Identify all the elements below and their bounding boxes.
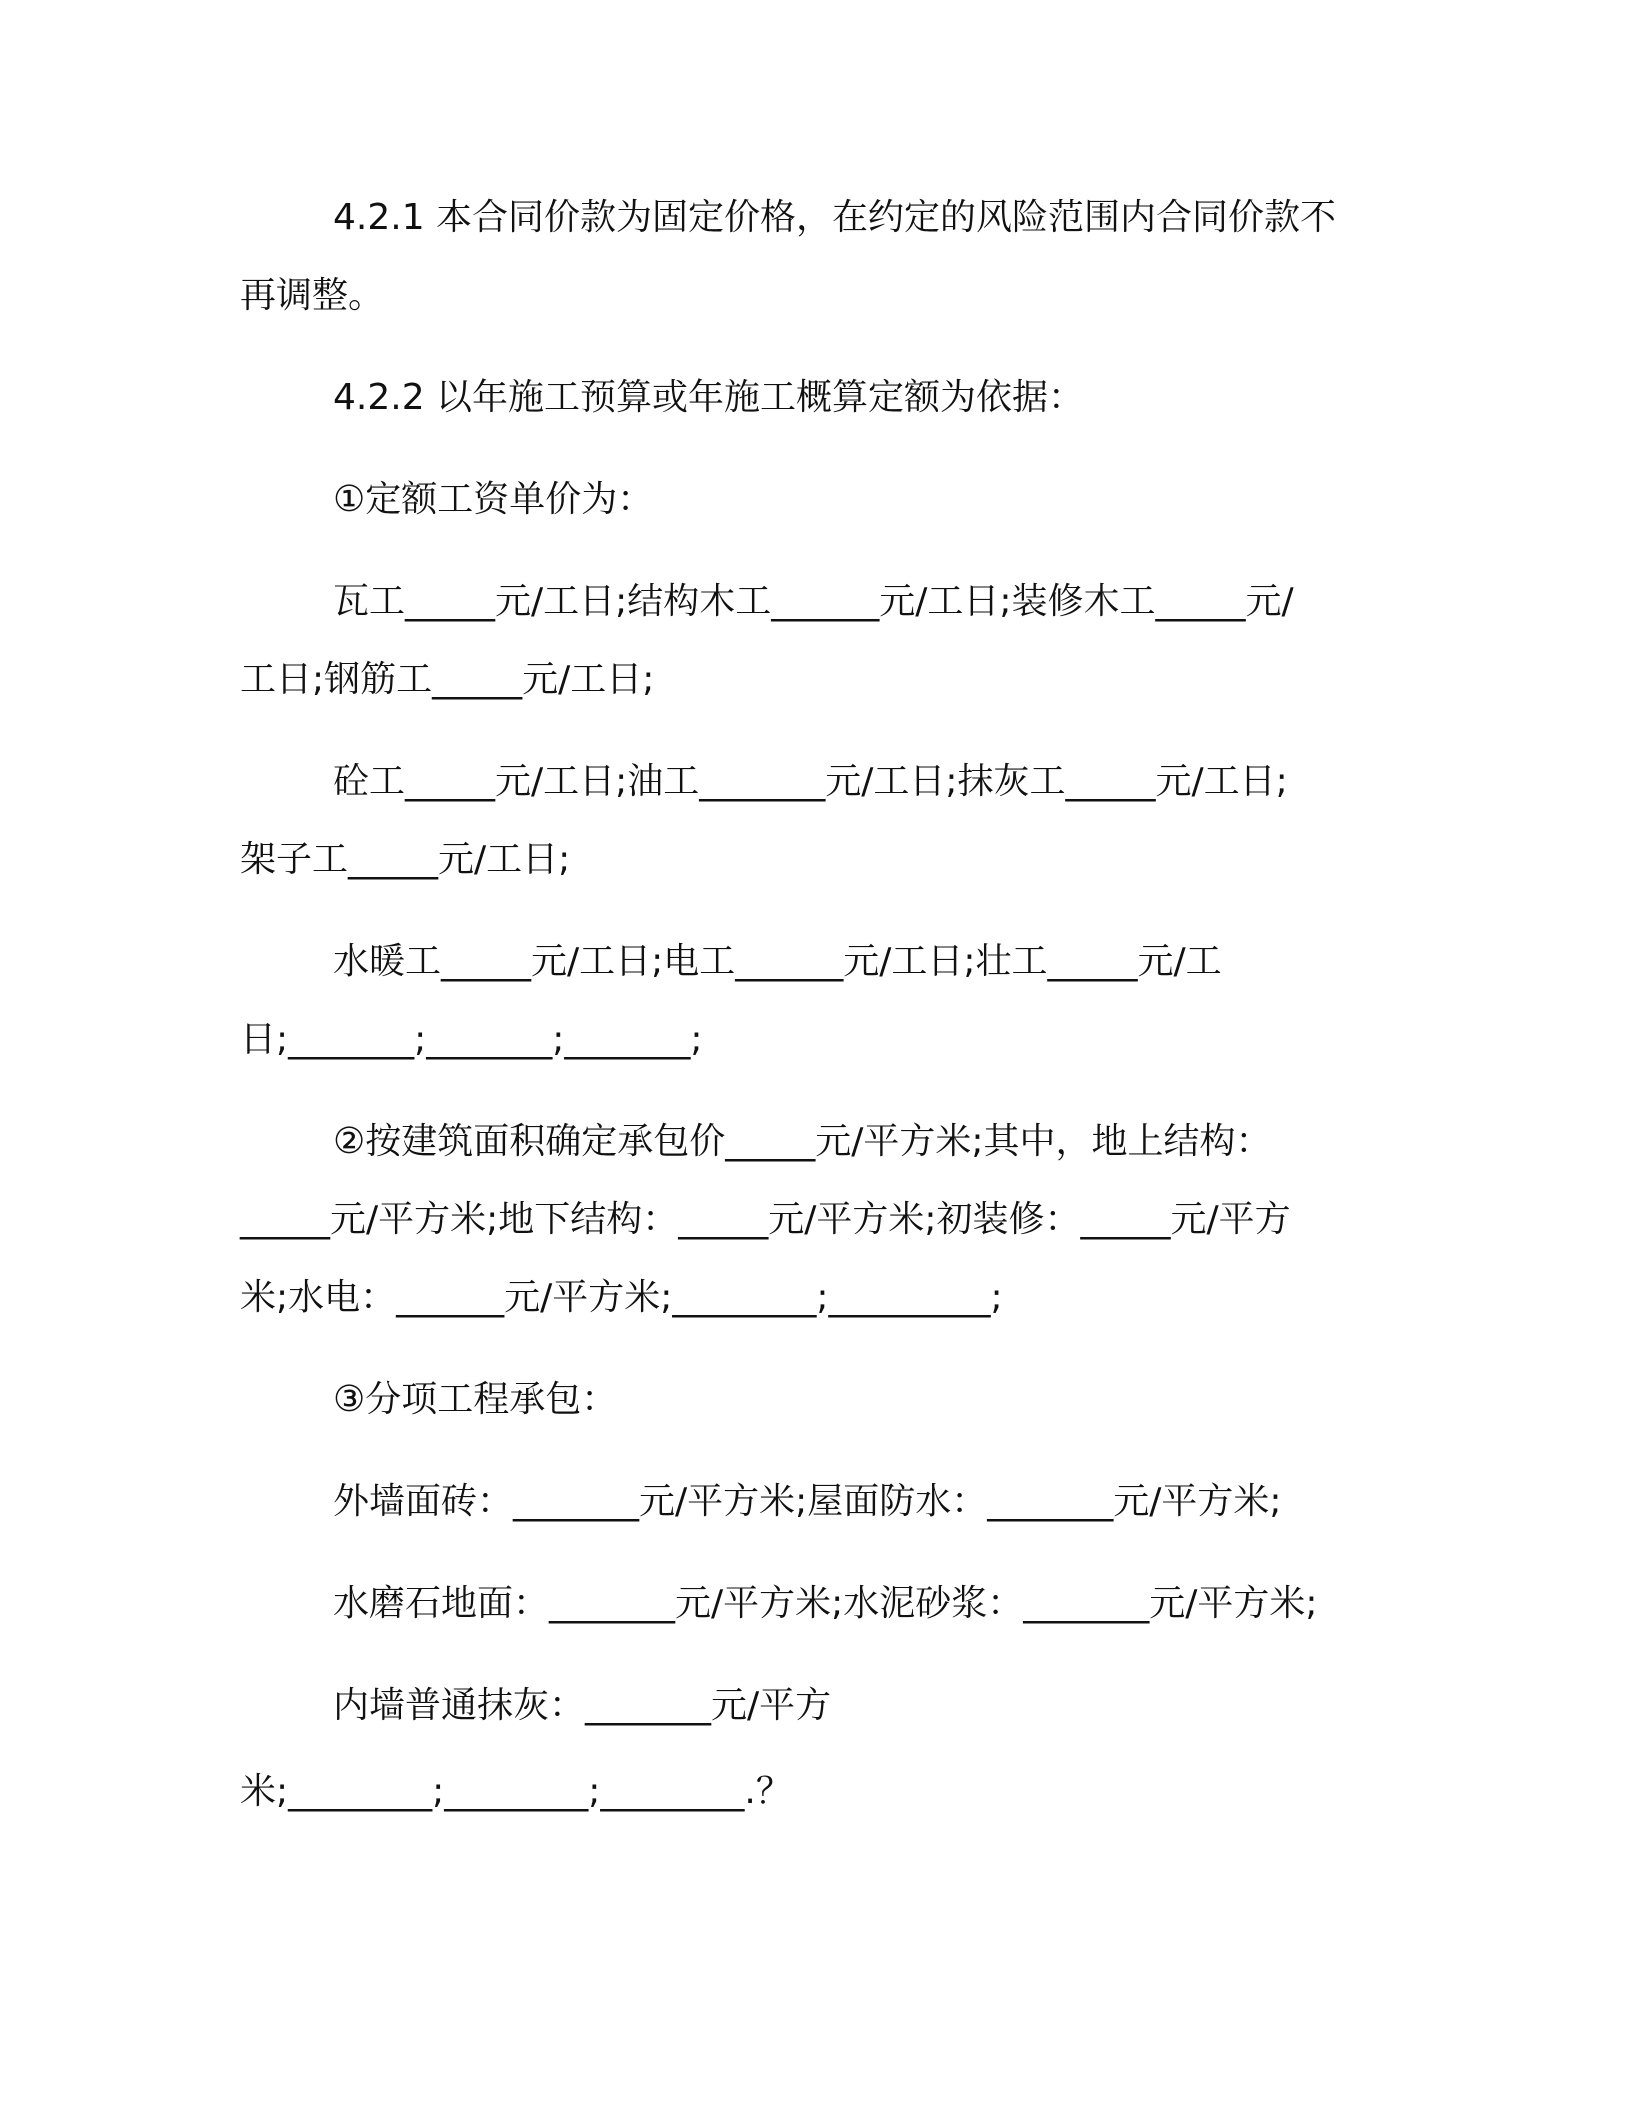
clause-4-2-1-line-2: 再调整。	[240, 275, 385, 316]
item-1-heading: ①定额工资单价为：	[333, 479, 654, 520]
wage-line-5: 水暖工_____元/工日;电工______元/工日;壮工_____元/工	[333, 941, 1222, 982]
wage-line-1: 瓦工_____元/工日;结构木工______元/工日;装修木工_____元/	[333, 581, 1294, 622]
wage-line-3: 砼工_____元/工日;油工_______元/工日;抹灰工_____元/工日;	[333, 761, 1288, 802]
clause-4-2-1-line-1: 4.2.1 本合同价款为固定价格，在约定的风险范围内合同价款不	[333, 197, 1337, 238]
wage-line-2: 工日;钢筋工_____元/工日;	[240, 659, 655, 700]
clause-4-2-2: 4.2.2 以年施工预算或年施工概算定额为依据：	[333, 377, 1085, 418]
item-2-line-3: 米;水电：______元/平方米;________;_________;	[240, 1277, 1003, 1318]
wage-line-6: 日;_______;_______;_______;	[240, 1019, 703, 1060]
item-2-line-1: ②按建筑面积确定承包价_____元/平方米;其中，地上结构：	[333, 1121, 1272, 1162]
item-3-line-1: 外墙面砖：_______元/平方米;屋面防水：_______元/平方米;	[333, 1481, 1282, 1522]
item-2-line-2: _____元/平方米;地下结构：_____元/平方米;初装修：_____元/平方	[240, 1199, 1291, 1240]
item-3-line-3: 内墙普通抹灰：_______元/平方	[333, 1685, 832, 1726]
item-3-line-4: 米;________;________;________.？	[240, 1771, 792, 1812]
wage-line-4: 架子工_____元/工日;	[240, 839, 571, 880]
item-3-heading: ③分项工程承包：	[333, 1379, 618, 1420]
item-3-line-2: 水磨石地面：_______元/平方米;水泥砂浆：_______元/平方米;	[333, 1583, 1318, 1624]
